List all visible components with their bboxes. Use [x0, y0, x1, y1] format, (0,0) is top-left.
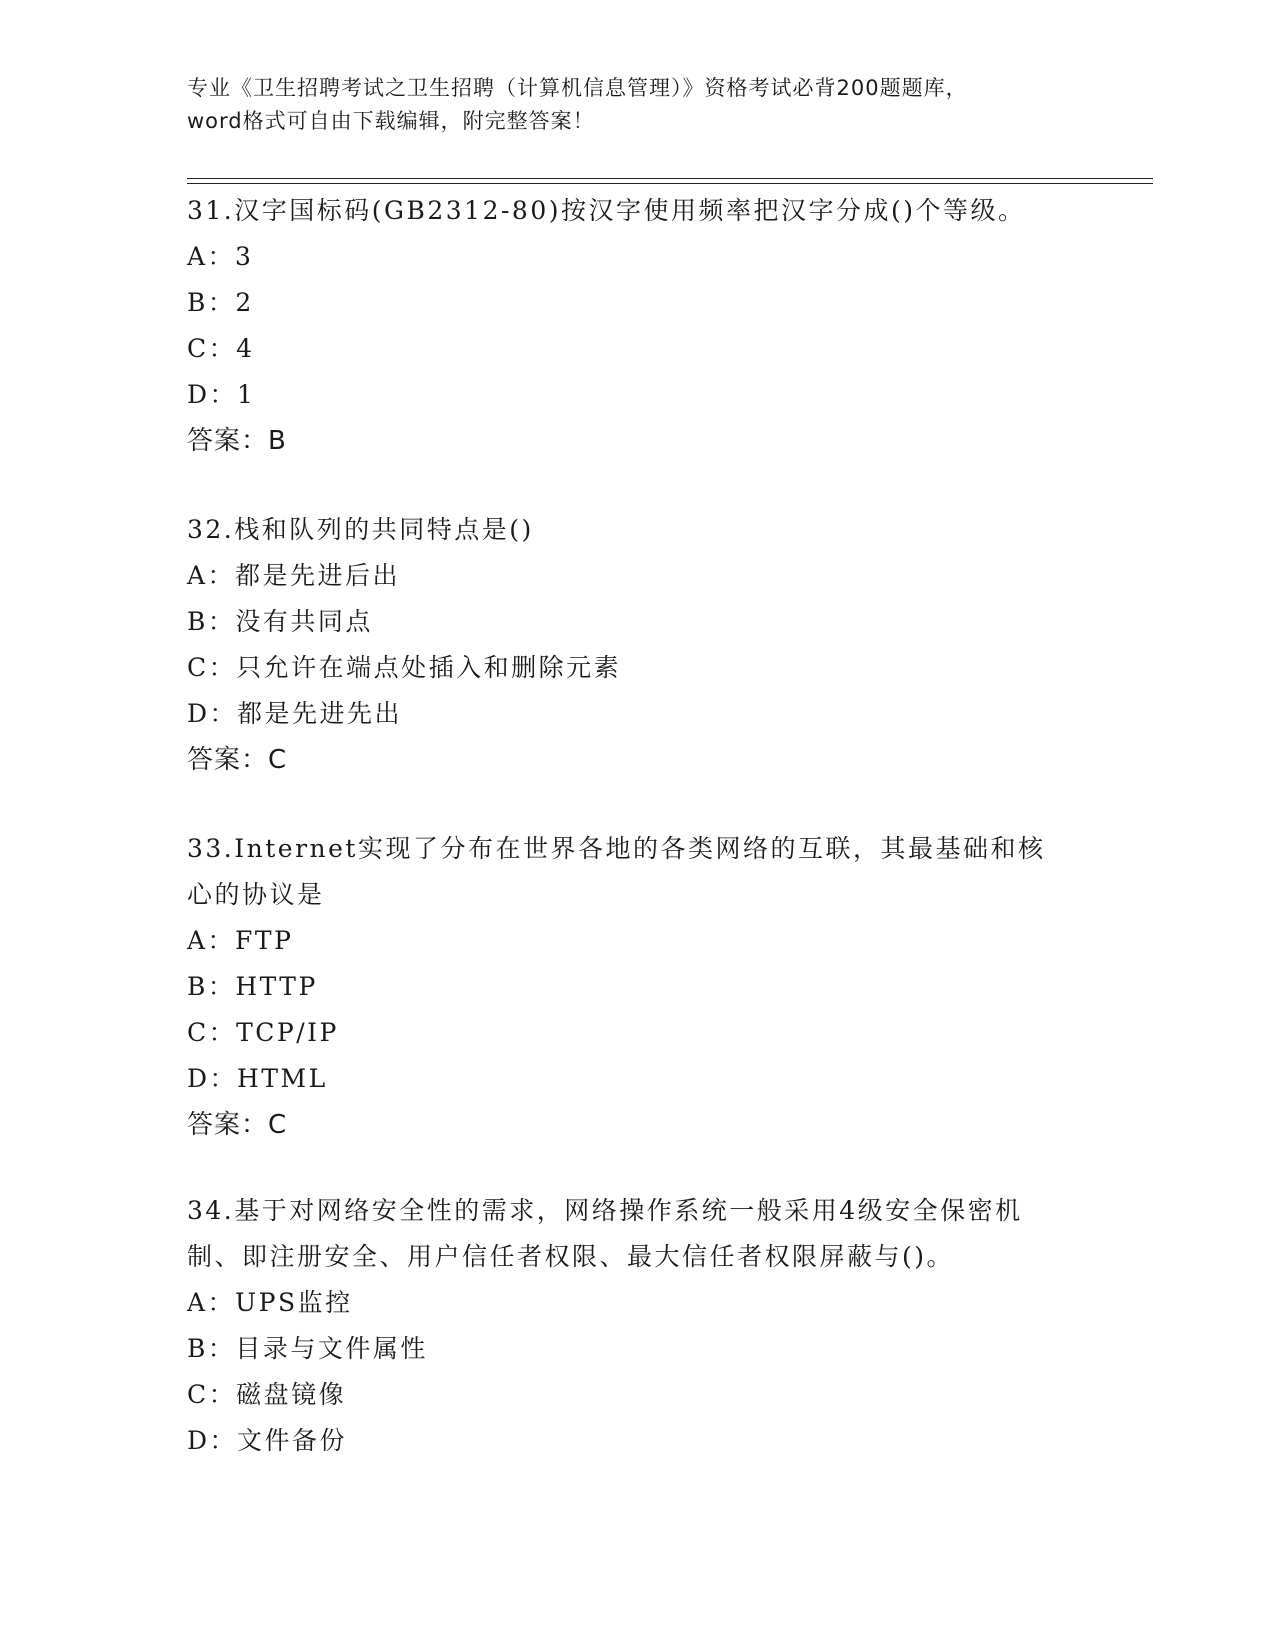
- option-b: B：HTTP: [187, 972, 318, 1001]
- option-d: D：HTML: [187, 1064, 328, 1093]
- option-c: C：4: [187, 334, 255, 363]
- question-31: [187, 188, 1087, 464]
- option-b: B：目录与文件属性: [187, 1334, 428, 1363]
- option-c: C：TCP/IP: [187, 1018, 339, 1047]
- option-d: D：1: [187, 380, 256, 409]
- option-d: D：文件备份: [187, 1426, 348, 1455]
- option-d: D：都是先进先出: [187, 699, 403, 728]
- option-c: C：磁盘镜像: [187, 1380, 347, 1409]
- question-stem-line-1: 34.基于对网络安全性的需求，网络操作系统一般采用4级安全保密机: [187, 1196, 1023, 1225]
- header-divider-top: [187, 178, 1153, 179]
- question-stem-line-1: 33.Internet实现了分布在世界各地的各类网络的互联，其最基础和核: [187, 834, 1046, 863]
- question-34: [187, 1188, 1087, 1464]
- question-stem-line-2: 制、即注册安全、用户信任者权限、最大信任者权限屏蔽与()。: [187, 1242, 955, 1271]
- document-header: [187, 72, 1087, 138]
- option-a: A：FTP: [187, 926, 294, 955]
- option-a: A：3: [187, 242, 254, 271]
- question-stem: 32.栈和队列的共同特点是(): [187, 515, 534, 544]
- answer-label: 答案：C: [187, 1110, 288, 1140]
- question-33: [187, 826, 1087, 1148]
- header-divider-bottom: [187, 183, 1153, 184]
- question-stem: 31.汉字国标码(GB2312-80)按汉字使用频率把汉字分成()个等级。: [187, 196, 1026, 225]
- header-title-line-2: word格式可自由下载编辑，附完整答案！: [187, 109, 595, 133]
- option-a: A：UPS监控: [187, 1288, 353, 1317]
- option-a: A：都是先进后出: [187, 561, 401, 590]
- question-32: [187, 507, 1087, 783]
- option-b: B：没有共同点: [187, 607, 373, 636]
- header-title-line-1: 专业《卫生招聘考试之卫生招聘（计算机信息管理）》资格考试必背200题题库，: [187, 76, 968, 100]
- question-stem-line-2: 心的协议是: [187, 880, 325, 909]
- answer-label: 答案：C: [187, 745, 288, 775]
- answer-label: 答案：B: [187, 426, 287, 456]
- option-b: B：2: [187, 288, 254, 317]
- option-c: C：只允许在端点处插入和删除元素: [187, 653, 622, 682]
